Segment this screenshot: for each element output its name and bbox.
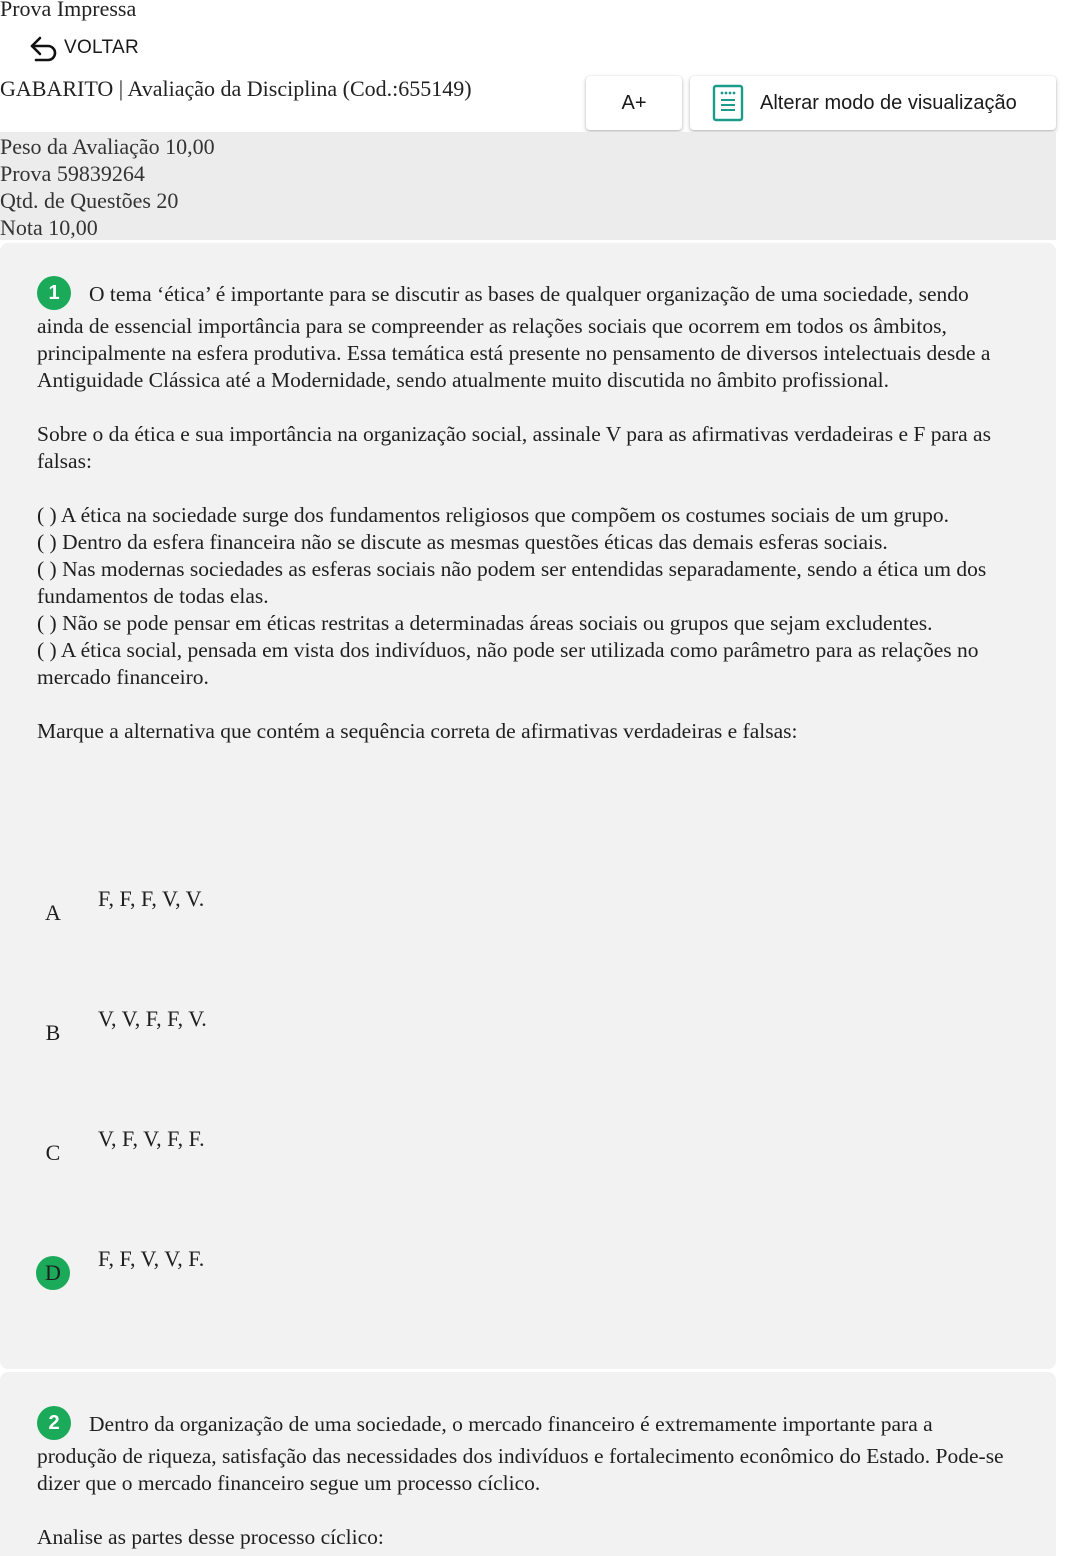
document-view-icon xyxy=(712,84,744,122)
statement-item: ( ) A ética social, pensada em vista dos indivíduos, não pode ser utilizada como parâmetro para as relações no mercado financeiro. xyxy=(37,638,979,689)
statement-item: ( ) Dentro da esfera financeira não se discute as mesmas questões éticas das demais esferas sociais. xyxy=(37,530,888,554)
increase-font-button[interactable]: A+ xyxy=(586,76,682,130)
alternative-letter: B xyxy=(45,1020,61,1045)
back-button[interactable] xyxy=(28,34,139,62)
question-body xyxy=(37,279,1016,772)
correct-answer-badge: D xyxy=(36,1256,70,1290)
question-instruction: Marque a alternativa que contém a sequência correta de afirmativas verdadeiras e falsas: xyxy=(37,719,798,743)
question-number-badge: 2 xyxy=(37,1406,71,1440)
question-prompt: Analise as partes desse processo cíclico: xyxy=(37,1525,384,1549)
page-heading: Prova Impressa xyxy=(0,0,137,21)
statement-list xyxy=(37,502,1016,691)
question-intro: Dentro da organização de uma sociedade, o mercado financeiro é extremamente importante para a produção de riqueza, satisfação das necessidades dos indivíduos e fortalecimento econômico do Estado. Pode-se dizer que o mercado financeiro segue um processo cíclico. xyxy=(37,1411,1004,1495)
exam-title: GABARITO | Avaliação da Disciplina (Cod.:655149) xyxy=(0,76,472,101)
return-arrow-icon xyxy=(28,34,60,62)
question-prompt: Sobre o da ética e sua importância na organização social, assinale V para as afirmativas verdadeiras e F para as falsas: xyxy=(37,422,991,473)
alternative-text: V, F, V, F, F. xyxy=(98,1126,205,1151)
question-card xyxy=(0,243,1056,1369)
alternative-text: V, V, F, F, V. xyxy=(98,1006,207,1031)
info-grade: Nota 10,00 xyxy=(0,215,98,240)
change-view-mode-button[interactable] xyxy=(690,76,1056,130)
alternative-option-b[interactable] xyxy=(0,1006,1000,1066)
info-weight: Peso da Avaliação 10,00 xyxy=(0,134,215,159)
question-body xyxy=(37,1409,1016,1556)
statement-item: ( ) Não se pode pensar em éticas restritas a determinadas áreas sociais ou grupos que sejam excludentes. xyxy=(37,611,933,635)
alternative-option-d[interactable] xyxy=(0,1246,1000,1306)
alternative-letter: A xyxy=(45,900,61,925)
alternative-option-c[interactable] xyxy=(0,1126,1000,1186)
alternative-text: F, F, V, V, F. xyxy=(98,1246,205,1271)
question-intro: O tema ‘ética’ é importante para se discutir as bases de qualquer organização de uma sociedade, sendo ainda de essencial importância para se compreender as relações sociais que ocorrem em todos os âmbitos, principalmente na esfera produtiva. Essa temática está presente no pensamento de diversos intelectuais desde a Antiguidade Clássica até a Modernidade, sendo atualmente muito discutida no âmbito profissional. xyxy=(37,281,991,392)
change-view-mode-label: Alterar modo de visualização xyxy=(760,91,1017,114)
statement-item: ( ) A ética na sociedade surge dos fundamentos religiosos que compõem os costumes sociais de um grupo. xyxy=(37,503,949,527)
exam-info-panel xyxy=(0,132,1056,240)
back-label: VOLTAR xyxy=(64,37,139,58)
question-number-badge: 1 xyxy=(37,276,71,310)
question-card xyxy=(0,1372,1056,1556)
alternative-text: F, F, F, V, V. xyxy=(98,886,205,911)
alternative-option-a[interactable] xyxy=(0,886,1000,946)
info-exam-id: Prova 59839264 xyxy=(0,161,145,186)
info-question-count: Qtd. de Questões 20 xyxy=(0,188,179,213)
statement-item: ( ) Nas modernas sociedades as esferas sociais não podem ser entendidas separadamente, sendo a ética um dos fundamentos de todas elas. xyxy=(37,557,987,608)
alternative-letter: C xyxy=(45,1140,61,1165)
